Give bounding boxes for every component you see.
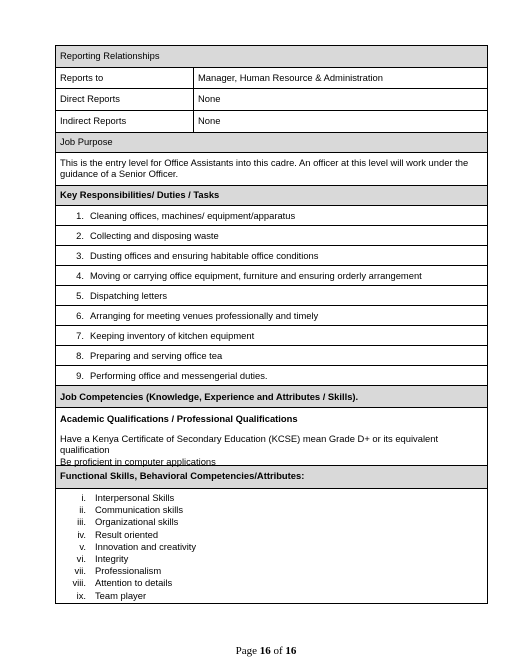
skill-number: ix.	[76, 589, 86, 601]
responsibility-text: Dispatching letters	[90, 290, 168, 301]
list-item	[60, 553, 483, 565]
skill-number: ii.	[79, 504, 86, 516]
list-item	[60, 577, 483, 589]
list-item	[60, 529, 483, 541]
responsibility-number: 8.	[76, 350, 84, 361]
responsibilities-heading-row	[56, 186, 487, 206]
responsibility-row	[56, 206, 487, 226]
academic-requirement: Be proficient in computer applications	[60, 455, 216, 467]
list-item	[60, 492, 483, 504]
responsibility-row	[56, 246, 487, 266]
responsibility-number: 5.	[76, 290, 84, 301]
reporting-label: Reports to	[56, 68, 194, 88]
list-item	[60, 516, 483, 528]
responsibility-number: 9.	[76, 370, 84, 381]
skill-text: Organizational skills	[95, 516, 179, 528]
responsibilities-heading: Key Responsibilities/ Duties / Tasks	[60, 189, 220, 200]
reporting-value: None	[198, 93, 221, 104]
responsibility-text: Moving or carrying office equipment, furniture and ensuring orderly arrangement	[90, 270, 422, 281]
responsibility-text: Performing office and messengerial duties.	[90, 370, 268, 381]
job-purpose-heading: Job Purpose	[60, 136, 113, 147]
reporting-row	[56, 68, 487, 89]
reporting-label: Direct Reports	[56, 89, 194, 110]
skill-text: Attention to details	[95, 577, 173, 589]
academic-requirement: Have a Kenya Certificate of Secondary Education (KCSE) mean Grade D+ or its equivalent qualification	[60, 432, 439, 455]
skill-text: Integrity	[95, 553, 129, 565]
competencies-heading: Job Competencies (Knowledge, Experience and Attributes / Skills).	[60, 391, 359, 402]
of-word: of	[273, 645, 283, 657]
reporting-heading-row	[56, 46, 487, 68]
list-item	[60, 565, 483, 577]
responsibility-text: Arranging for meeting venues professionally and timely	[90, 310, 319, 321]
responsibility-text: Dusting offices and ensuring habitable office conditions	[90, 250, 319, 261]
page-current: 16	[259, 645, 271, 657]
academic-section	[56, 408, 487, 466]
responsibility-number: 4.	[76, 270, 84, 281]
list-item	[60, 590, 483, 602]
skill-number: vi.	[76, 553, 86, 565]
job-description-table	[55, 45, 488, 604]
responsibility-row	[56, 326, 487, 346]
responsibility-text: Keeping inventory of kitchen equipment	[90, 330, 255, 341]
skill-number: vii.	[74, 565, 86, 577]
job-purpose-heading-row	[56, 133, 487, 153]
skill-number: iii.	[77, 516, 86, 528]
page-total: 16	[285, 645, 297, 657]
responsibility-text: Collecting and disposing waste	[90, 230, 219, 241]
responsibility-row	[56, 226, 487, 246]
functional-heading: Functional Skills, Behavioral Competencies/Attributes:	[60, 470, 305, 481]
skill-number: iv.	[77, 528, 86, 540]
responsibility-text: Cleaning offices, machines/ equipment/apparatus	[90, 210, 296, 221]
reporting-row	[56, 111, 487, 133]
responsibility-text: Preparing and serving office tea	[90, 350, 223, 361]
academic-heading: Academic Qualifications / Professional Qualifications	[60, 413, 298, 424]
list-item	[60, 541, 483, 553]
responsibility-number: 1.	[76, 210, 84, 221]
responsibility-row	[56, 366, 487, 386]
skill-number: i.	[81, 492, 86, 503]
skill-text: Professionalism	[95, 565, 162, 577]
list-item	[60, 504, 483, 516]
page-footer	[0, 645, 532, 657]
responsibility-row	[56, 306, 487, 326]
page-word: Page	[235, 645, 257, 657]
skill-text: Communication skills	[95, 504, 184, 516]
functional-heading-row	[56, 466, 487, 489]
reporting-value: None	[198, 115, 221, 126]
responsibility-number: 2.	[76, 230, 84, 241]
skill-text: Interpersonal Skills	[95, 492, 175, 503]
skill-text: Team player	[95, 589, 147, 601]
skills-section	[56, 489, 487, 603]
responsibility-row	[56, 286, 487, 306]
responsibility-row	[56, 346, 487, 366]
reporting-label: Indirect Reports	[56, 111, 194, 132]
job-purpose-text: This is the entry level for Office Assistants into this cadre. An officer at this level will work under the guidance of a Senior Officer.	[60, 157, 469, 179]
responsibility-row	[56, 266, 487, 286]
skill-text: Innovation and creativity	[95, 540, 197, 552]
skill-number: v.	[79, 540, 86, 552]
competencies-heading-row	[56, 386, 487, 408]
reporting-value: Manager, Human Resource & Administration	[198, 72, 383, 83]
skills-list	[56, 489, 487, 603]
responsibility-number: 7.	[76, 330, 84, 341]
job-purpose-row	[56, 153, 487, 186]
responsibility-number: 6.	[76, 310, 84, 321]
reporting-row	[56, 89, 487, 111]
responsibility-number: 3.	[76, 250, 84, 261]
reporting-heading: Reporting Relationships	[60, 50, 160, 61]
skill-text: Result oriented	[95, 528, 159, 540]
skill-number: viii.	[72, 577, 86, 589]
